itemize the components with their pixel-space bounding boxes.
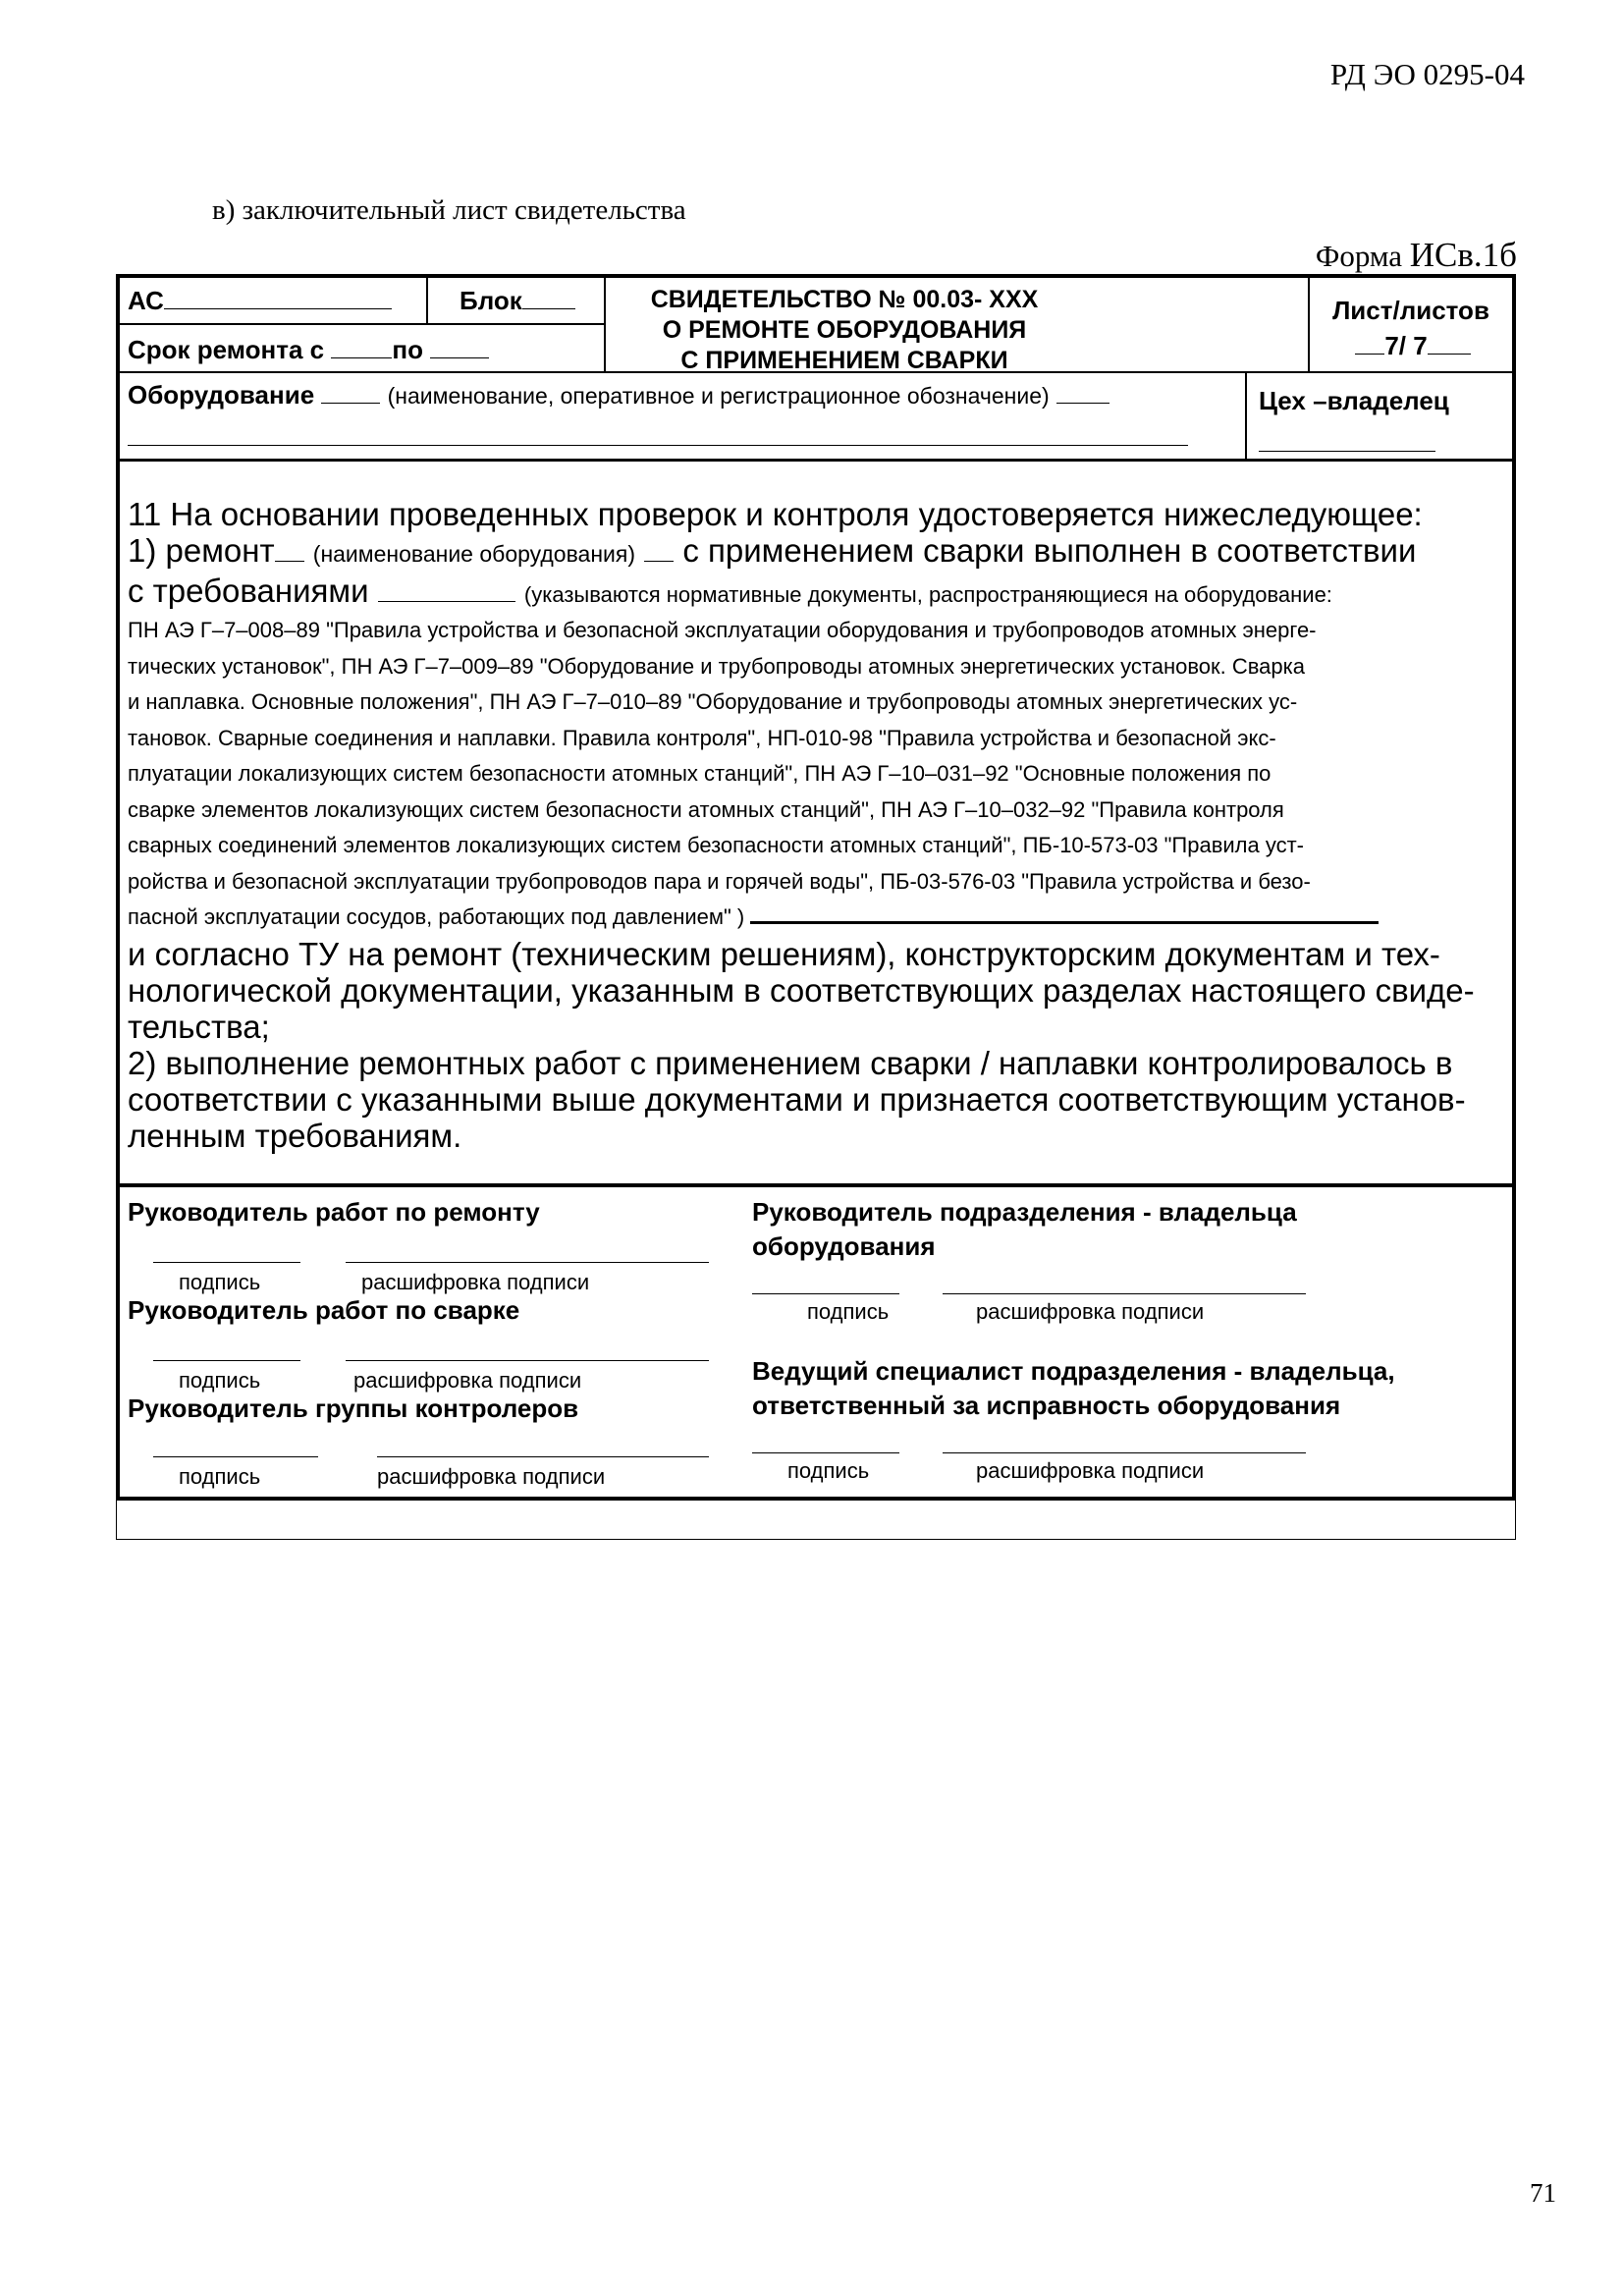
sig-right-title-0 [752, 1195, 1297, 1264]
equipment-input-line-2[interactable] [1056, 381, 1109, 404]
form-empty-row [116, 1499, 1516, 1540]
repair-period-label: Срок ремонта с [128, 335, 325, 364]
body-line-1: 11 На основании проведенных проверок и контроля удостоверяется нижеследующее: [128, 496, 1423, 532]
small-line-9 [128, 900, 1508, 936]
document-code: РД ЭО 0295-04 [1329, 57, 1525, 91]
sig-right-sign-caption-1: подпись [787, 1458, 870, 1483]
block-label: Блок [460, 286, 522, 315]
sig-right-decode-line-0[interactable] [943, 1293, 1306, 1294]
small-line-4: тановок. Сварные соединения и наплавки. Правила контроля", НП-010-98 "Правила устройства и безопасной экс- [128, 725, 1276, 750]
small-line-2: тических установок", ПН АЭ Г–7–009–89 "Оборудование и трубопроводы атомных энергетических установок. Сварка [128, 653, 1305, 679]
sig-left-title-2: Руководитель группы контролеров [128, 1394, 579, 1423]
certification-text [128, 496, 1508, 1154]
page-number: 71 [1530, 2178, 1556, 2208]
repair-period-field [128, 335, 489, 365]
small-line-1: ПН АЭ Г–7–008–89 "Правила устройства и безопасной эксплуатации оборудования и трубопроводов атомных энерге- [128, 618, 1317, 642]
body-line-2 [128, 532, 1508, 573]
sig-right-decode-caption-0: расшифровка подписи [976, 1299, 1205, 1324]
sig-left-sign-caption-1: подпись [179, 1368, 261, 1393]
small-line-8: ройства и безопасной эксплуатации трубопроводов пара и горячей воды", ПБ-03-576-03 "Правила устройства и безо- [128, 868, 1311, 894]
sig-left-decode-caption-1: расшифровка подписи [353, 1368, 582, 1393]
sig-right-title-1-line-1: ответственный за исправность оборудования [752, 1391, 1341, 1420]
form-label [1316, 236, 1517, 275]
small-line-7: сварных соединений элементов локализующих систем безопасности атомных станций", ПБ-10-573-03 "Правила уст- [128, 833, 1305, 857]
small-line-3: и наплавка. Основные положения", ПН АЭ Г–7–010–89 "Оборудование и трубопроводы атомных энергетических ус- [128, 689, 1298, 714]
sig-right-title-0-line-0: Руководитель подразделения - владельца [752, 1197, 1297, 1227]
title-line-3: С ПРИМЕНЕНИЕМ СВАРКИ [680, 347, 1008, 374]
sig-left-sign-line-1[interactable] [153, 1360, 300, 1361]
big-line-4: соответствии с указанными выше документами и признается соответствующим установ- [128, 1080, 1466, 1118]
small-line-9-text: пасной эксплуатации сосудов, работающих под давлением" ) [128, 904, 745, 929]
form-name: ИСв.1б [1409, 236, 1517, 274]
divider [426, 278, 428, 324]
sig-right-title-1-line-0: Ведущий специалист подразделения - владельца, [752, 1356, 1395, 1386]
sig-left-sign-caption-0: подпись [179, 1270, 261, 1294]
certificate-form [116, 274, 1516, 1501]
small-line-6: сварке элементов локализующих систем безопасности атомных станций", ПН АЭ Г–10–032–92 "Правила контроля [128, 796, 1284, 822]
sig-left-sign-line-0[interactable] [153, 1262, 300, 1263]
sig-left-decode-line-0[interactable] [346, 1262, 709, 1263]
sig-left-decode-line-2[interactable] [377, 1456, 709, 1457]
equipment-field [128, 380, 1109, 410]
sheets-line-right [1428, 332, 1471, 355]
big-line-1: нологической документации, указанным в соответствующих разделах настоящего свиде- [128, 971, 1475, 1009]
title-line-1: СВИДЕТЕЛЬСТВО № 00.03- ХХХ [650, 286, 1039, 313]
divider [120, 323, 606, 325]
big-line-0: и согласно ТУ на ремонт (техническим решениям), конструкторским документам и тех- [128, 935, 1440, 972]
equipment-input-line[interactable] [321, 381, 380, 404]
equipment-name-line[interactable] [275, 537, 304, 562]
divider [120, 459, 1516, 462]
block-input-line[interactable] [522, 287, 575, 309]
sig-right-decode-caption-1: расшифровка подписи [976, 1458, 1205, 1483]
big-line-5: ленным требованиям. [128, 1117, 462, 1154]
body-line-2-b: с применением сварки выполнен в соответствии [682, 532, 1417, 569]
as-input-line[interactable] [164, 287, 392, 309]
repair-start-line[interactable] [331, 336, 392, 358]
equipment-name-line-2[interactable] [644, 537, 674, 562]
big-line-3: 2) выполнение ремонтных работ с применением сварки / наплавки контролировалось в [128, 1044, 1453, 1081]
big-line-2: тельства; [128, 1008, 270, 1045]
small-line-0: (указываются нормативные документы, распространяющиеся на оборудование: [523, 582, 1332, 607]
body-line-3 [128, 573, 1508, 613]
sheets-label: Лист/листов [1332, 296, 1489, 325]
repair-end-line[interactable] [430, 336, 489, 358]
body-line-2-a: 1) ремонт [128, 532, 275, 569]
body-line-3-a: с требованиями [128, 573, 369, 609]
title-line-2: О РЕМОНТЕ ОБОРУДОВАНИЯ [662, 316, 1027, 344]
sig-left-decode-caption-2: расшифровка подписи [377, 1464, 606, 1489]
sig-right-sign-line-1[interactable] [752, 1452, 899, 1453]
sig-right-decode-line-1[interactable] [943, 1452, 1306, 1453]
sig-right-sign-line-0[interactable] [752, 1293, 899, 1294]
repair-period-to: по [392, 335, 423, 364]
block-field [460, 286, 575, 316]
requirements-fill-line[interactable] [750, 902, 1379, 924]
sheets-value: 7/ 7 [1384, 331, 1428, 360]
sig-right-title-1 [752, 1354, 1395, 1423]
certificate-title [607, 285, 1082, 376]
divider [604, 278, 606, 373]
sheets-line-left [1355, 332, 1384, 355]
requirements-line[interactable] [378, 579, 515, 602]
sig-right-sign-caption-0: подпись [807, 1299, 890, 1324]
sig-left-sign-line-2[interactable] [153, 1456, 318, 1457]
as-field [128, 286, 392, 316]
shop-owner-label: Цех –владелец [1259, 386, 1449, 415]
equipment-name-note: (наименование оборудования) [312, 541, 636, 567]
form-prefix: Форма [1315, 239, 1410, 273]
divider [120, 1183, 1516, 1187]
as-label: АС [128, 286, 164, 315]
sheets-value-field [1320, 331, 1506, 361]
equipment-second-line[interactable] [128, 445, 1188, 446]
sig-left-sign-caption-2: подпись [179, 1464, 261, 1489]
divider [1245, 371, 1247, 461]
sig-left-title-1: Руководитель работ по сварке [128, 1295, 520, 1325]
equipment-note: (наименование, оперативное и регистрационное обозначение) [387, 383, 1050, 409]
sig-left-decode-caption-0: расшифровка подписи [361, 1270, 590, 1294]
sig-left-title-0: Руководитель работ по ремонту [128, 1197, 540, 1227]
equipment-label: Оборудование [128, 380, 315, 410]
sig-right-title-0-line-1: оборудования [752, 1231, 936, 1261]
page-subtitle: в) заключительный лист свидетельства [212, 194, 686, 226]
shop-owner-line[interactable] [1259, 451, 1435, 452]
sig-left-decode-line-1[interactable] [346, 1360, 709, 1361]
small-line-5: плуатации локализующих систем безопасности атомных станций", ПН АЭ Г–10–031–92 "Основные положения по [128, 761, 1271, 786]
